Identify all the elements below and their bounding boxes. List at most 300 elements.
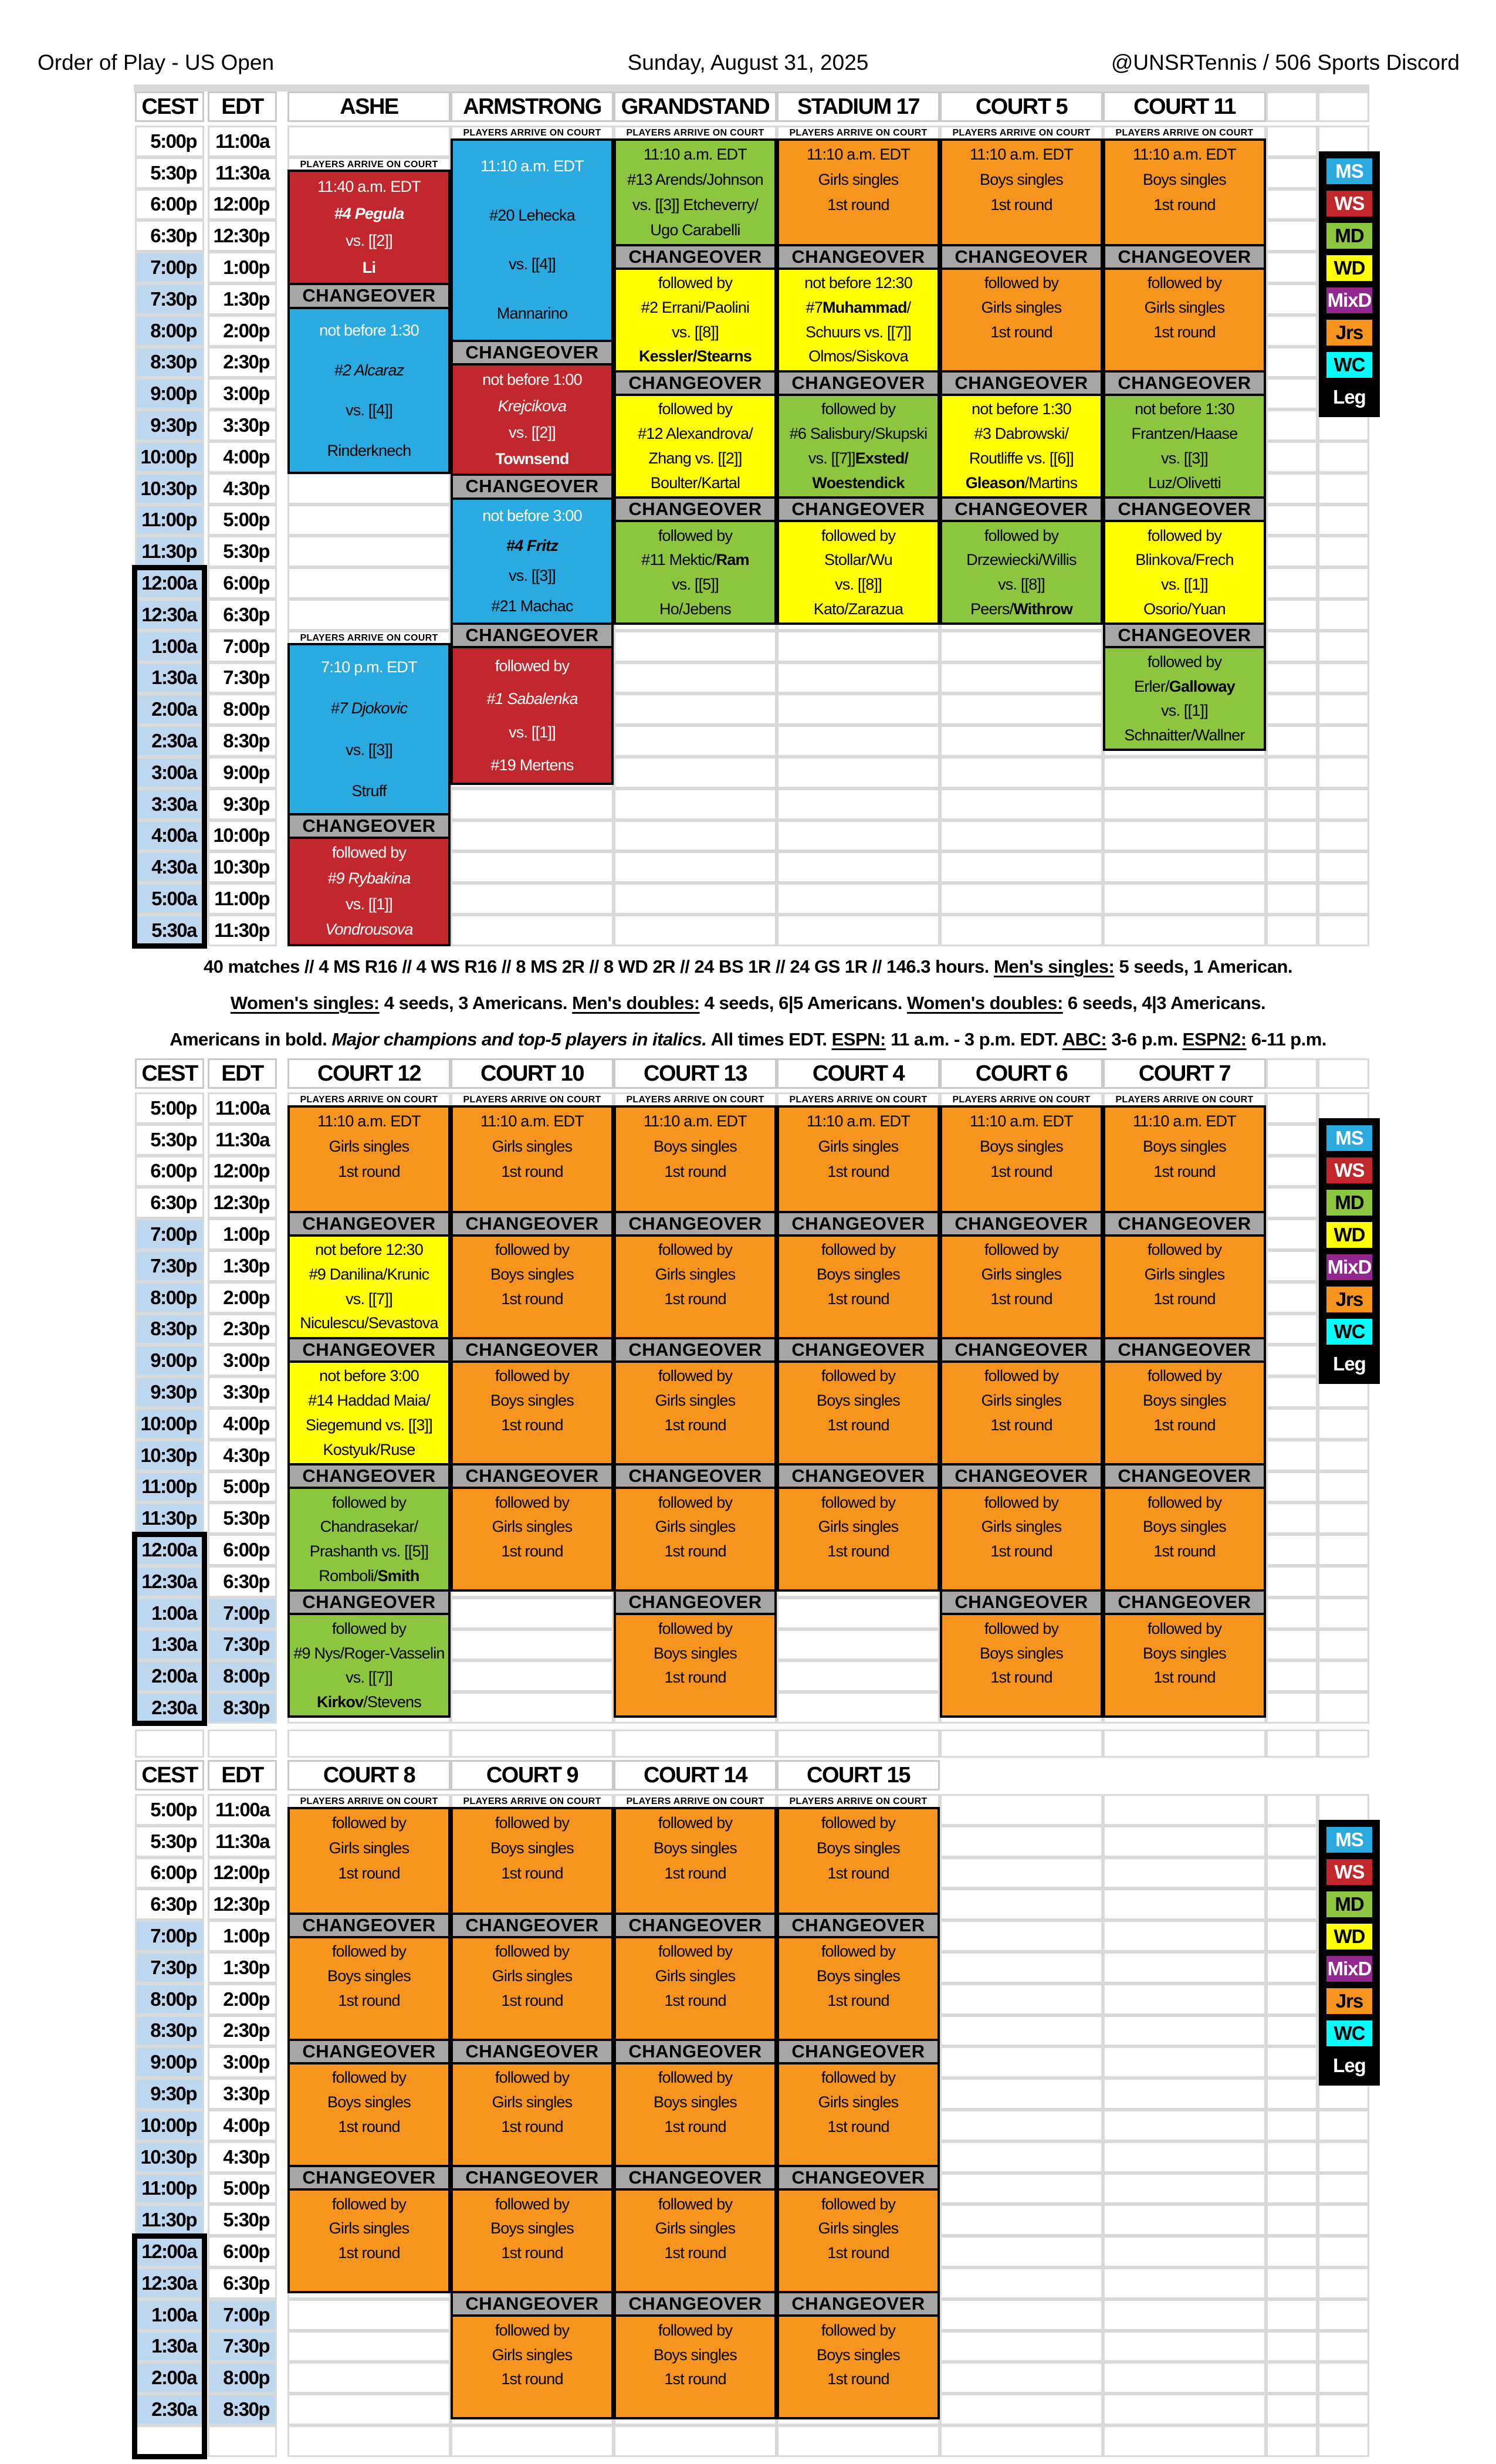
match-cell-line: Boys singles	[817, 2345, 900, 2364]
match-cell-line: Kirkov /Stevens	[317, 1693, 421, 1711]
changeover-band: CHANGEOVER	[777, 1913, 940, 1938]
changeover-band: CHANGEOVER	[614, 244, 777, 270]
legend-item: MD	[1326, 1891, 1372, 1917]
match-cell-line: Boys singles	[1143, 170, 1226, 188]
grid-cell	[1266, 883, 1318, 915]
grid-cell	[1318, 851, 1369, 883]
match-cell-line	[780, 1437, 936, 1462]
changeover-band: CHANGEOVER	[777, 1337, 940, 1363]
grid-cell	[1103, 1952, 1266, 1984]
match-cell-line: not before 3:00	[482, 506, 582, 524]
match-cell	[614, 2314, 777, 2419]
summary-segment: Men's doubles:	[572, 993, 700, 1013]
match-cell-line: 1st round	[827, 2244, 889, 2262]
match-cell-line: followed by	[331, 2069, 407, 2087]
match-cell-line: followed by	[984, 274, 1059, 292]
match-cell-line: 1st round	[664, 1668, 726, 1687]
time-cell-edt: 11:00p	[208, 883, 277, 915]
match-cell-line: Olmos/Siskova	[808, 347, 908, 365]
match-cell	[287, 2062, 451, 2167]
match-cell-line: vs. [[1]]	[1161, 576, 1208, 594]
grid-cell	[777, 725, 940, 757]
grid-cell	[940, 1984, 1103, 2015]
time-cell-cest: 9:30p	[135, 2078, 204, 2110]
match-cell-line	[617, 1184, 773, 1210]
match-cell-line: Girls singles	[329, 2219, 409, 2238]
match-cell-line	[780, 1311, 936, 1336]
grid-cell	[451, 1692, 614, 1724]
time-col-header-edt: EDT	[208, 1760, 277, 1791]
time-cell-cest: 6:30p	[135, 1187, 204, 1219]
court-header: COURT 13	[614, 1058, 777, 1089]
match-cell	[1103, 1234, 1266, 1339]
time-cell-cest: 11:30p	[135, 1502, 204, 1534]
match-cell-line: 1st round	[338, 2244, 400, 2262]
match-cell-line: 1st round	[338, 1162, 400, 1180]
summary-segment: Americans in bold.	[170, 1029, 332, 1050]
time-cell-cest: 10:00p	[135, 1408, 204, 1440]
match-cell-line: Mannarino	[496, 304, 568, 323]
match-cell-line: followed by	[495, 1493, 570, 1511]
time-cell-cest: 5:30p	[135, 1826, 204, 1857]
match-cell-line: vs. [[7]] Exsted/	[808, 449, 909, 467]
grid-cell	[287, 473, 451, 505]
match-cell	[614, 2188, 777, 2293]
match-cell-line: not before 12:30	[315, 1241, 423, 1259]
match-cell-line: 1st round	[827, 2370, 889, 2388]
time-cell-cest: 3:00a	[135, 757, 204, 788]
time-cell-cest: 11:00p	[135, 2173, 204, 2205]
match-cell-line: 7:10 p.m. EDT	[321, 658, 417, 676]
grid-cell	[208, 1729, 277, 1758]
time-cell-edt: 6:00p	[208, 1534, 277, 1566]
grid-cell	[940, 631, 1103, 662]
players-arrive-label: PLAYERS ARRIVE ON COURT	[789, 127, 928, 138]
grid-cell	[614, 883, 777, 915]
match-cell-line: Boys singles	[1143, 1392, 1226, 1410]
match-cell-line	[454, 1563, 610, 1588]
grid-cell	[614, 725, 777, 757]
players-arrive-label: PLAYERS ARRIVE ON COURT	[1115, 127, 1254, 138]
grid-cell	[1318, 1058, 1369, 1089]
match-cell-line: Girls singles	[818, 2093, 899, 2111]
time-cell-cest: 6:30p	[135, 220, 204, 252]
match-cell	[940, 1487, 1103, 1592]
match-cell-line: 1st round	[827, 1542, 889, 1561]
grid-cell	[1103, 2299, 1266, 2331]
match-cell-line: followed by	[1147, 1367, 1222, 1385]
time-cell-edt: 11:00a	[208, 1092, 277, 1124]
match-cell	[940, 394, 1103, 499]
time-cell-edt: 11:30a	[208, 157, 277, 189]
match-cell-line	[291, 1184, 447, 1210]
match-cell-line: Boys singles	[980, 1644, 1063, 1662]
changeover-band: CHANGEOVER	[287, 1337, 451, 1363]
changeover-band: CHANGEOVER	[940, 370, 1103, 396]
grid-cell	[287, 2425, 451, 2457]
time-cell-cest: 9:00p	[135, 1345, 204, 1376]
match-cell	[777, 1487, 940, 1592]
match-cell-line: vs. [[2]]	[509, 424, 556, 442]
time-cell-edt: 5:30p	[208, 2204, 277, 2236]
match-cell-line: Girls singles	[492, 1967, 573, 1985]
grid-cell	[1266, 1058, 1318, 1089]
legend-item: MS	[1326, 1125, 1372, 1151]
match-cell-line: Boys singles	[654, 1839, 737, 1857]
changeover-band: CHANGEOVER	[940, 1463, 1103, 1489]
changeover-band: CHANGEOVER	[451, 340, 614, 365]
match-cell-line: 1st round	[827, 2117, 889, 2135]
summary-segment: 4 seeds, 6|5 Americans.	[699, 993, 908, 1013]
match-cell-line: followed by	[331, 844, 407, 862]
match-cell-line: #6 Salisbury/Skupski	[789, 425, 928, 443]
match-cell-line: Kostyuk/Ruse	[323, 1440, 415, 1458]
grid-cell	[1266, 1984, 1318, 2015]
court-header: COURT 12	[287, 1058, 451, 1089]
match-cell-line: followed by	[658, 1241, 733, 1259]
changeover-band: CHANGEOVER	[287, 1913, 451, 1938]
match-cell-line: 1st round	[338, 1991, 400, 2009]
match-cell-line: Girls singles	[655, 1392, 736, 1410]
match-cell	[451, 2062, 614, 2167]
time-cell-edt: 6:00p	[208, 2236, 277, 2267]
match-cell	[451, 1807, 614, 1915]
grid-cell	[940, 2078, 1103, 2110]
match-cell	[940, 520, 1103, 625]
players-arrive-label: PLAYERS ARRIVE ON COURT	[463, 1094, 601, 1105]
time-cell-cest: 2:30a	[135, 725, 204, 757]
grid-cell	[1103, 820, 1266, 852]
match-cell-line: followed by	[1147, 1493, 1222, 1511]
legend-item: Leg	[1326, 1351, 1372, 1377]
grid-cell	[451, 2425, 614, 2457]
grid-cell	[287, 1729, 451, 1758]
match-cell-line: Gleason /Martins	[965, 473, 1078, 492]
match-cell-line: #7 Djokovic	[330, 699, 408, 717]
legend-item: Jrs	[1326, 1287, 1372, 1312]
match-cell-line: 11:10 a.m. EDT	[1133, 145, 1236, 163]
match-cell	[777, 1105, 940, 1213]
changeover-band: CHANGEOVER	[614, 370, 777, 396]
time-cell-edt: 4:00p	[208, 1408, 277, 1440]
match-cell-line: Boys singles	[654, 2345, 737, 2364]
match-cell-line	[617, 1690, 773, 1715]
match-cell-line: vs. [[7]]	[346, 1289, 392, 1308]
summary-segment: 6-11 p.m.	[1246, 1029, 1326, 1050]
match-cell-line: 1st round	[1153, 1416, 1216, 1434]
match-cell-line: Boys singles	[1143, 1644, 1226, 1662]
time-cell-edt: 2:00p	[208, 1282, 277, 1314]
changeover-band: CHANGEOVER	[287, 2039, 451, 2064]
grid-cell	[1318, 1597, 1369, 1629]
match-cell-line: followed by	[658, 1813, 733, 1832]
time-cell-edt: 11:00a	[208, 1794, 277, 1826]
grid-cell	[1266, 1566, 1318, 1597]
grid-cell	[940, 915, 1103, 946]
grid-cell	[777, 820, 940, 852]
match-cell-line	[943, 1563, 1099, 1588]
match-cell-line: followed by	[658, 2195, 733, 2213]
grid-cell	[1103, 2173, 1266, 2205]
grid-cell	[1318, 2204, 1369, 2236]
grid-cell	[1266, 2204, 1318, 2236]
legend-item: WD	[1326, 255, 1372, 281]
grid-cell	[1318, 2110, 1369, 2141]
legend-item: WS	[1326, 191, 1372, 216]
grid-cell	[1266, 1345, 1318, 1376]
grid-cell	[1318, 1502, 1369, 1534]
match-cell-line: 1st round	[827, 1162, 889, 1180]
grid-cell	[1103, 1794, 1266, 1826]
match-cell-line: followed by	[821, 2069, 896, 2087]
time-cell-cest: 3:30a	[135, 788, 204, 820]
match-cell-line: not before 1:00	[482, 370, 582, 388]
summary-segment: 6 seeds, 4|3 Americans.	[1062, 993, 1266, 1013]
grid-cell	[614, 757, 777, 788]
time-col-header-cest: CEST	[135, 1760, 204, 1791]
grid-cell	[1266, 1920, 1318, 1952]
legend-item: MixD	[1326, 1254, 1372, 1280]
changeover-band: CHANGEOVER	[287, 2165, 451, 2191]
grid-cell	[1318, 473, 1369, 505]
players-arrive-label: PLAYERS ARRIVE ON COURT	[300, 632, 438, 643]
grid-cell	[1103, 2331, 1266, 2363]
grid-cell	[451, 1597, 614, 1629]
time-cell-edt: 10:00p	[208, 820, 277, 852]
changeover-band: CHANGEOVER	[614, 1913, 777, 1938]
time-cell-edt: 1:00p	[208, 1219, 277, 1250]
time-cell-edt: 6:00p	[208, 567, 277, 599]
grid-cell	[1318, 1660, 1369, 1692]
court-header: COURT 11	[1103, 92, 1266, 122]
match-cell-line	[454, 1437, 610, 1462]
time-cell-edt: 2:30p	[208, 347, 277, 378]
match-cell-line: followed by	[984, 1241, 1059, 1259]
grid-cell	[940, 1794, 1103, 1826]
time-cell-cest: 2:00a	[135, 693, 204, 725]
grid-cell	[1266, 788, 1318, 820]
changeover-band: CHANGEOVER	[451, 2291, 614, 2317]
grid-cell	[451, 1660, 614, 1692]
match-cell-line: Girls singles	[655, 1967, 736, 1985]
grid-cell	[614, 693, 777, 725]
court-header: COURT 10	[451, 1058, 614, 1089]
match-cell-line: Girls singles	[492, 1518, 573, 1536]
match-cell-line: 1st round	[501, 1542, 563, 1561]
time-cell-cest: 10:00p	[135, 441, 204, 473]
grid-cell	[1103, 1984, 1266, 2015]
match-cell-line: Boys singles	[817, 1265, 900, 1283]
match-cell	[614, 394, 777, 499]
time-cell-cest: 6:00p	[135, 189, 204, 221]
time-cell-edt: 7:30p	[208, 1629, 277, 1661]
summary-segment: Women's singles:	[230, 993, 380, 1013]
grid-cell	[1266, 1440, 1318, 1471]
grid-cell	[451, 915, 614, 946]
match-cell	[451, 1487, 614, 1592]
table-top-strip	[134, 84, 1369, 92]
match-cell-line: Prashanth vs. [[5]]	[309, 1542, 429, 1561]
grid-cell	[1266, 2046, 1318, 2078]
grid-cell	[1266, 2173, 1318, 2205]
match-cell-line	[943, 1690, 1099, 1715]
grid-cell	[1266, 1729, 1318, 1758]
match-cell-line: followed by	[821, 1241, 896, 1259]
time-cell-cest: 5:00a	[135, 883, 204, 915]
match-cell-line: Girls singles	[818, 1137, 899, 1155]
time-cell-edt: 1:30p	[208, 283, 277, 315]
changeover-band: CHANGEOVER	[287, 1589, 451, 1615]
grid-cell	[1103, 757, 1266, 788]
match-cell-line	[617, 2139, 773, 2164]
match-cell-line: vs. [[8]]	[998, 576, 1045, 594]
match-cell	[287, 1936, 451, 2041]
grid-cell	[287, 2362, 451, 2394]
match-cell-line: Chandrasekar/	[320, 1518, 418, 1536]
match-cell-line: followed by	[984, 526, 1059, 544]
grid-cell	[940, 693, 1103, 725]
match-cell	[1103, 1487, 1266, 1592]
match-cell-line: 11:10 a.m. EDT	[480, 1112, 584, 1130]
time-cell-edt: 4:00p	[208, 441, 277, 473]
grid-cell	[940, 2046, 1103, 2078]
changeover-band: CHANGEOVER	[451, 2039, 614, 2064]
grid-cell	[1103, 2425, 1266, 2457]
grid-cell	[614, 1729, 777, 1758]
grid-cell	[1318, 441, 1369, 473]
match-cell-line: Boys singles	[327, 2093, 411, 2111]
time-cell-edt: 7:30p	[208, 662, 277, 694]
time-cell-edt: 2:30p	[208, 2015, 277, 2047]
match-cell	[940, 138, 1103, 246]
summary-segment: 3-6 p.m.	[1106, 1029, 1183, 1050]
time-cell-cest: 12:30a	[135, 2267, 204, 2299]
match-cell	[451, 646, 614, 785]
grid-cell	[1318, 1692, 1369, 1724]
changeover-band: CHANGEOVER	[940, 1211, 1103, 1237]
time-cell-cest: 12:00a	[135, 2236, 204, 2267]
grid-cell	[1266, 315, 1318, 347]
match-cell-line	[617, 1437, 773, 1462]
grid-cell	[1318, 1408, 1369, 1440]
legend	[1319, 151, 1380, 417]
time-cell-cest: 12:30a	[135, 1566, 204, 1597]
time-col-header-edt: EDT	[208, 92, 277, 122]
changeover-band: CHANGEOVER	[287, 1463, 451, 1489]
grid-cell	[1103, 2141, 1266, 2173]
time-cell-edt: 5:30p	[208, 1502, 277, 1534]
time-cell-cest: 11:30p	[135, 536, 204, 567]
match-cell-line: 1st round	[501, 2117, 563, 2135]
match-cell-line	[780, 2013, 936, 2037]
time-cell-cest: 8:30p	[135, 347, 204, 378]
match-cell-line: vs. [[3]] Etcheverry/	[632, 195, 759, 214]
grid-cell	[940, 2425, 1103, 2457]
time-cell-edt: 9:00p	[208, 757, 277, 788]
grid-cell	[1318, 1440, 1369, 1471]
time-cell-edt: 8:30p	[208, 2394, 277, 2425]
grid-cell	[777, 757, 940, 788]
grid-cell	[940, 2394, 1103, 2425]
legend-item: WC	[1326, 1319, 1372, 1345]
match-cell-line: Girls singles	[981, 1392, 1062, 1410]
match-cell	[451, 1105, 614, 1213]
match-cell	[777, 268, 940, 373]
match-cell-line: followed by	[984, 1493, 1059, 1511]
match-cell-line: Niculescu/Sevastova	[300, 1314, 438, 1332]
legend-item: Jrs	[1326, 1988, 1372, 2014]
changeover-band: CHANGEOVER	[777, 2039, 940, 2064]
grid-cell	[1266, 2078, 1318, 2110]
grid-cell	[1266, 1408, 1318, 1440]
time-cell-edt: 4:30p	[208, 1440, 277, 1471]
time-cell-edt: 4:00p	[208, 2110, 277, 2141]
match-cell-line: Vondrousova	[325, 920, 413, 939]
match-cell-line: vs. [[5]]	[672, 576, 719, 594]
match-cell-line: 1st round	[501, 2370, 563, 2388]
match-cell-line: 11:10 a.m. EDT	[317, 1112, 421, 1130]
match-cell-line: Boys singles	[980, 170, 1063, 188]
match-cell-line: 11:10 a.m. EDT	[807, 1112, 910, 1130]
grid-cell	[940, 1920, 1103, 1952]
match-cell-line: not before 1:30	[1135, 400, 1234, 418]
match-cell-line: followed by	[984, 1619, 1059, 1637]
time-cell-edt: 6:30p	[208, 599, 277, 631]
match-cell-line: followed by	[821, 526, 896, 544]
time-cell-edt: 7:30p	[208, 2331, 277, 2363]
match-cell-line: 1st round	[664, 1289, 726, 1308]
match-cell-line: Boys singles	[654, 1644, 737, 1662]
changeover-band: CHANGEOVER	[451, 2165, 614, 2191]
match-cell-line	[943, 1311, 1099, 1336]
match-cell-line: followed by	[658, 1493, 733, 1511]
match-cell	[451, 2188, 614, 2293]
match-cell-line: Routliffe vs. [[6]]	[969, 449, 1074, 467]
grid-cell	[1318, 1471, 1369, 1503]
summary-segment: 5 seeds, 1 American.	[1114, 956, 1293, 977]
match-cell-line: followed by	[821, 1367, 896, 1385]
grid-cell	[1266, 441, 1318, 473]
time-cell-cest: 12:00a	[135, 567, 204, 599]
time-cell-cest: 9:00p	[135, 2046, 204, 2078]
grid-cell	[614, 788, 777, 820]
match-cell-line: followed by	[495, 2069, 570, 2087]
match-cell-line: Schnaitter/Wallner	[1124, 726, 1245, 744]
grid-cell	[1266, 725, 1318, 757]
grid-cell	[1266, 851, 1318, 883]
summary-segment: Major champions and top-5 players in italics.	[331, 1029, 707, 1050]
time-cell-cest: 10:30p	[135, 473, 204, 505]
grid-cell	[940, 725, 1103, 757]
time-cell-edt: 8:30p	[208, 1692, 277, 1724]
grid-cell	[940, 2015, 1103, 2047]
grid-cell	[1266, 2236, 1318, 2267]
grid-cell	[1103, 915, 1266, 946]
match-cell	[1103, 520, 1266, 625]
time-cell-cest: 2:00a	[135, 1660, 204, 1692]
time-cell-edt: 9:30p	[208, 788, 277, 820]
grid-cell	[1318, 631, 1369, 662]
match-cell	[614, 268, 777, 373]
match-cell-line: Boys singles	[817, 1839, 900, 1857]
match-cell	[287, 307, 451, 474]
changeover-band: CHANGEOVER	[451, 622, 614, 648]
time-cell-edt: 7:00p	[208, 2299, 277, 2331]
time-cell-cest: 9:30p	[135, 1376, 204, 1408]
grid-cell	[1103, 2267, 1266, 2299]
grid-cell	[1103, 883, 1266, 915]
match-cell-line	[943, 1184, 1099, 1210]
